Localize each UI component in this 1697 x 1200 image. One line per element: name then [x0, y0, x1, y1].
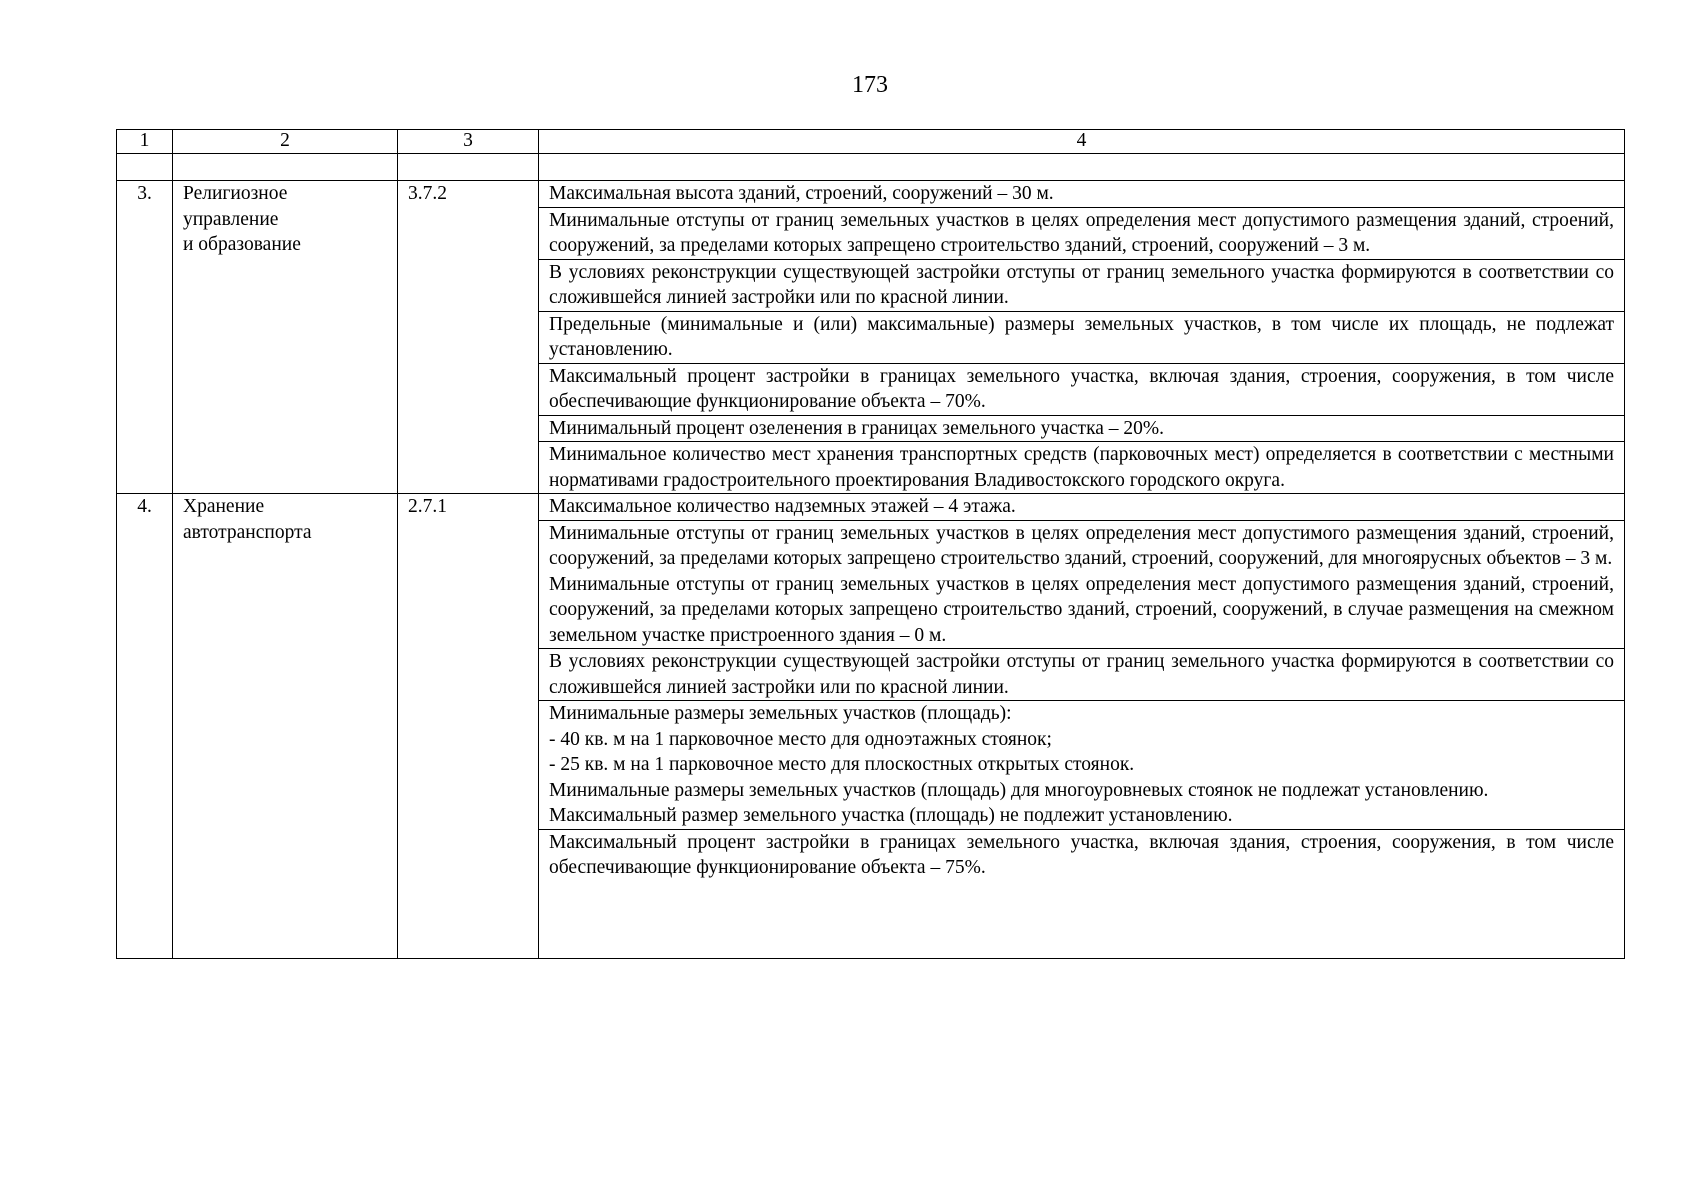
parameter-text: Минимальные размеры земельных участков (площадь):	[549, 703, 1012, 724]
column-number-1: 1	[117, 130, 173, 154]
use-type-name-line: и образование	[183, 234, 301, 255]
row-number: 3.	[117, 181, 173, 494]
parameter-cell	[539, 181, 1625, 208]
spacer-cell	[539, 154, 1625, 181]
spacer-cell	[117, 154, 173, 181]
parameter-cell	[539, 363, 1625, 415]
column-number-4: 4	[539, 130, 1625, 154]
parameter-text: - 40 кв. м на 1 парковочное место для одноэтажных стоянок;	[549, 728, 1052, 750]
use-type-name	[173, 494, 398, 959]
parameter-text: Максимальная высота зданий, строений, сооружений – 30 м.	[549, 183, 1054, 204]
spacer-cell	[398, 154, 539, 181]
parameter-cell	[539, 311, 1625, 363]
parameter-text: Предельные (минимальные и (или) максимальные) размеры земельных участков, в том числе их площадь, не подлежат установлению.	[549, 313, 1614, 360]
use-type-name	[173, 181, 398, 494]
spacer-row	[117, 154, 1625, 181]
parameter-cell	[539, 649, 1625, 701]
parameter-cell	[539, 829, 1625, 958]
table-row	[117, 181, 1625, 208]
parameter-text: Минимальные отступы от границ земельных участков в целях определения мест допустимого размещения зданий, строений, сооружений, за пределами которых запрещено строительство зданий, строений, сооружений, в случае размещения на смежном земельном участке пристроенного здания – 0 м.	[549, 573, 1614, 646]
use-type-code: 3.7.2	[398, 181, 539, 494]
parameter-cell	[539, 442, 1625, 494]
parameter-text: Максимальный процент застройки в границах земельного участка, включая здания, строения, сооружения, в том числе обеспечивающие функционирование объекта – 70%.	[549, 365, 1614, 412]
column-number-2: 2	[173, 130, 398, 154]
page-number: 173	[852, 72, 888, 98]
use-type-name-line: Религиозное	[183, 183, 288, 204]
parameter-cell	[539, 494, 1625, 521]
parameter-text: - 25 кв. м на 1 парковочное место для плоскостных открытых стоянок.	[549, 754, 1135, 775]
parameter-cell	[539, 415, 1625, 442]
parameter-cell	[539, 259, 1625, 311]
use-type-name-line: Хранение	[183, 496, 265, 517]
parameter-cell	[539, 207, 1625, 259]
table-row	[117, 494, 1625, 521]
use-type-name-line: автотранспорта	[183, 521, 312, 543]
column-number-row	[117, 130, 1625, 154]
use-type-name-line: управление	[183, 208, 279, 230]
parameter-text: Максимальный процент застройки в границах земельного участка, включая здания, строения, сооружения, в том числе обеспечивающие функционирование объекта – 75%.	[549, 831, 1614, 878]
parameter-text: Минимальные отступы от границ земельных участков в целях определения мест допустимого размещения зданий, строений, сооружений, за пределами которых запрещено строительство зданий, строений, сооружений, для многоярусных объектов – 3 м.	[549, 522, 1614, 569]
zoning-parameters-table	[116, 129, 1625, 959]
parameter-text: Максимальный размер земельного участка (площадь) не подлежит установлению.	[549, 805, 1233, 826]
spacer-cell	[173, 154, 398, 181]
parameter-cell	[539, 520, 1625, 649]
parameter-text: Минимальный процент озеленения в границах земельного участка – 20%.	[549, 417, 1165, 439]
parameter-text: Минимальное количество мест хранения транспортных средств (парковочных мест) определяется в соответствии с местными нормативами градостроительного проектирования Владивостокского городского округа.	[549, 444, 1614, 491]
row-number: 4.	[117, 494, 173, 959]
parameter-text: В условиях реконструкции существующей застройки отступы от границ земельного участка формируются в соответствии со сложившейся линией застройки или по красной линии.	[549, 651, 1614, 698]
parameter-text: Минимальные размеры земельных участков (площадь) для многоуровневых стоянок не подлежат установлению.	[549, 779, 1489, 801]
parameter-cell	[539, 701, 1625, 830]
parameter-text: В условиях реконструкции существующей застройки отступы от границ земельного участка формируются в соответствии со сложившейся линией застройки или по красной линии.	[549, 261, 1614, 308]
parameter-text: Минимальные отступы от границ земельных участков в целях определения мест допустимого размещения зданий, строений, сооружений, за пределами которых запрещено строительство зданий, строений, сооружений – 3 м.	[549, 209, 1614, 256]
use-type-code: 2.7.1	[398, 494, 539, 959]
column-number-3: 3	[398, 130, 539, 154]
parameter-text: Максимальное количество надземных этажей – 4 этажа.	[549, 496, 1016, 517]
